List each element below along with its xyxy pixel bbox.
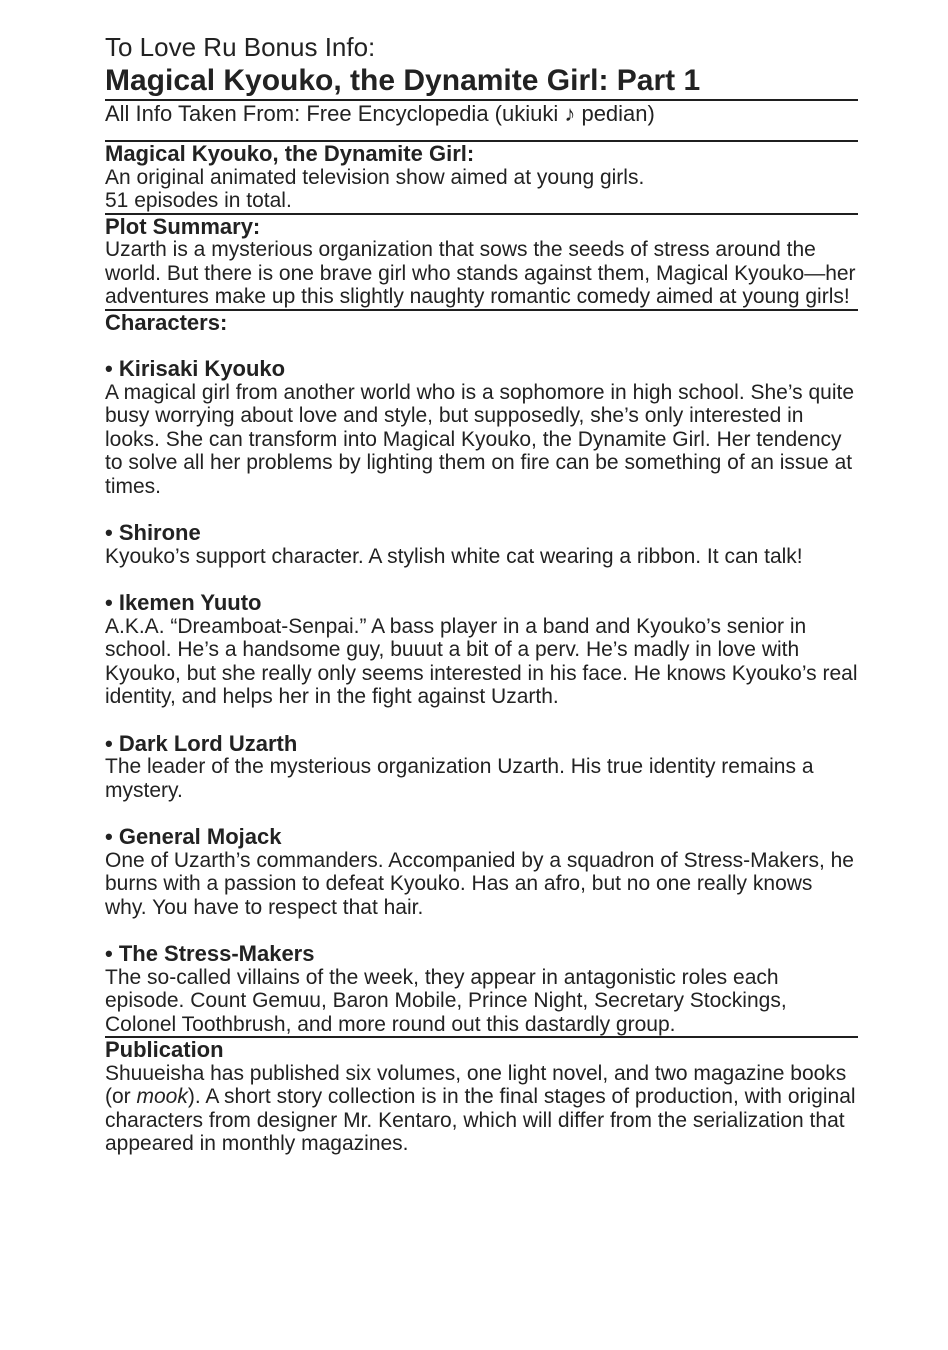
- show-info-line: 51 episodes in total.: [105, 189, 292, 212]
- show-info-line: An original animated television show aimed at young girls.: [105, 165, 645, 189]
- title-block: [105, 32, 858, 99]
- character-entry: [105, 521, 858, 568]
- character-entry: [105, 591, 858, 709]
- publication-heading: Publication: [105, 1037, 224, 1062]
- character-description: The so-called villains of the week, they appear in antagonistic roles each episode. Count Gemuu, Baron Mobile, Prince Night, Secretary Stockings, Colonel Toothbrush, and more round out this dastardly group.: [105, 965, 787, 1036]
- character-name-text: Ikemen Yuuto: [118, 590, 262, 615]
- character-name-text: The Stress-Makers: [118, 941, 315, 966]
- plot-summary-heading: Plot Summary:: [105, 213, 261, 239]
- character-entry: [105, 732, 858, 803]
- characters-section: [105, 311, 858, 1037]
- bullet-icon: •: [105, 941, 119, 966]
- bullet-icon: •: [105, 520, 119, 545]
- character-name: [105, 357, 858, 381]
- character-name: [105, 521, 858, 545]
- character-name: [105, 732, 858, 756]
- character-entry: [105, 357, 858, 498]
- show-info-heading: Magical Kyouko, the Dynamite Girl:: [105, 141, 475, 166]
- source-line: All Info Taken From: Free Encyclopedia (ukiuki ♪ pedian): [105, 101, 655, 126]
- character-name: [105, 591, 858, 615]
- bullet-icon: •: [105, 590, 119, 615]
- character-description: The leader of the mysterious organization Uzarth. His true identity remains a mystery.: [105, 755, 814, 802]
- page-title: Magical Kyouko, the Dynamite Girl: Part 1: [105, 64, 701, 97]
- character-entry: [105, 942, 858, 1036]
- series-title: To Love Ru Bonus Info:: [105, 32, 376, 62]
- characters-heading: Characters:: [105, 309, 228, 335]
- character-description: One of Uzarth’s commanders. Accompanied by a squadron of Stress-Makers, he burns with a passion to defeat Kyouko. Has an afro, but no one really knows why. You have to respect that hair.: [105, 848, 854, 919]
- bullet-icon: •: [105, 356, 119, 381]
- character-name-text: Shirone: [118, 520, 201, 545]
- show-info-section: [105, 142, 858, 213]
- plot-summary-body: Uzarth is a mysterious organization that sows the seeds of stress around the world. But there is one brave girl who stands against them, Magical Kyouko—her adventures make up this slightly naughty romantic comedy aimed at young girls!: [105, 238, 856, 308]
- character-description: A magical girl from another world who is a sophomore in high school. She’s quite busy worrying about love and style, but supposedly, she’s only interested in looks. She can transform into Magical Kyouko, the Dynamite Girl. Her tendency to solve all her problems by lighting them on fire can be something of an issue at times.: [105, 380, 855, 498]
- character-name-text: Kirisaki Kyouko: [118, 356, 286, 381]
- character-name: [105, 825, 858, 849]
- character-name: [105, 942, 858, 966]
- characters-list: [105, 357, 858, 1036]
- bullet-icon: •: [105, 730, 119, 756]
- character-name-text: Dark Lord Uzarth: [118, 730, 298, 756]
- character-description: A.K.A. “Dreamboat-Senpai.” A bass player in a band and Kyouko’s senior in school. He’s a handsome guy, buuut a bit of a perv. He’s madly in love with Kyouko, but she really only seems interested in his face. He knows Kyouko’s real identity, and helps her in the fight against Uzarth.: [105, 614, 858, 708]
- character-name-text: General Mojack: [118, 824, 282, 849]
- publication-body: Shuueisha has published six volumes, one light novel, and two magazine books (or mook). A short story collection is in the final stages of production, with original characters from designer Mr. Kentaro, which will differ from the serialization that appeared in monthly magazines.: [105, 1061, 856, 1155]
- bullet-icon: •: [105, 824, 119, 849]
- publication-section: [105, 1038, 858, 1156]
- character-description: Kyouko’s support character. A stylish white cat wearing a ribbon. It can talk!: [105, 544, 803, 568]
- character-entry: [105, 825, 858, 919]
- plot-summary-section: [105, 215, 858, 309]
